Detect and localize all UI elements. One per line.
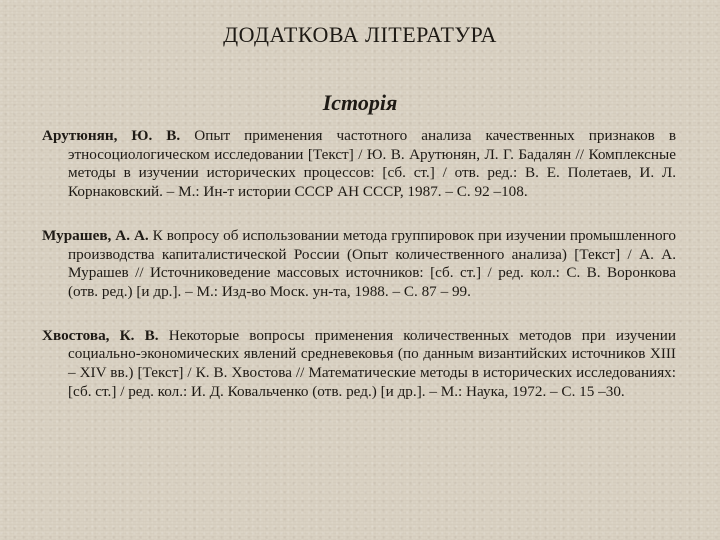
bibliography-entry xyxy=(42,227,676,302)
entry-author: Арутюнян, Ю. В. xyxy=(42,127,181,144)
entry-author: Хвостова, К. В. xyxy=(42,326,159,344)
entry-text: К вопросу об использовании метода группировок при изучении промышленного производства капиталистической России (Опыт количественного анализа) [Текст] / А. А. Мурашев // Источниковедение массовых источников: [сб. ст.] / ред. кол.: С. В. Воронкова (отв. ред.) [и др.]. – М.: Изд-во Моск. ун-та, 1988. – С. 87 – 99. xyxy=(68,226,676,300)
bibliography-entry xyxy=(42,127,676,202)
entry-text: Опыт применения частотного анализа качественных признаков в этносоциологическом исследовании [Текст] / Ю. В. Арутюнян, Л. Г. Бадалян // Комплексные методы в изучении исторических процессов: [сб. ст.] / отв. ред.: В. Е. Полетаев, И. Л. Корнаковский. – М.: Ин-т истории СССР АН СССР, 1987. – С. 92 –108. xyxy=(68,127,677,201)
section-heading: Історія xyxy=(322,90,398,115)
page-title: ДОДАТКОВА ЛІТЕРАТУРА xyxy=(223,22,497,47)
bibliography-entry xyxy=(42,327,676,402)
bibliography-list xyxy=(42,127,676,426)
entry-author: Мурашев, А. А. xyxy=(42,226,149,244)
entry-text: Некоторые вопросы применения количественных методов при изучении социально-экономических явлений средневековья (по данным византийских источников XIII – XIV вв.) [Текст] / К. В. Хвостова // Математические методы в исторических исследованиях: [сб. ст.] / ред. кол.: И. Д. Ковальченко (отв. ред.) [и др.]. – М.: Наука, 1972. – С. 15 –30. xyxy=(68,326,676,400)
